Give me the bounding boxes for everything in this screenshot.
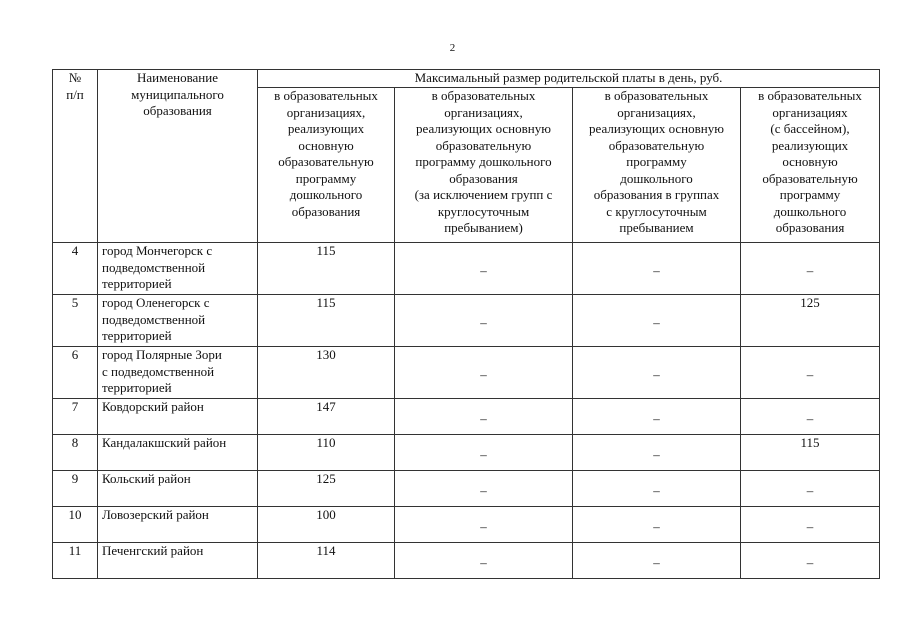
fee-value: 125 [258,471,395,507]
fee-value: – [741,399,880,435]
row-number: 8 [53,435,98,471]
row-number: 6 [53,347,98,399]
row-number: 7 [53,399,98,435]
row-number: 10 [53,507,98,543]
fee-value: – [395,543,573,579]
fee-value: – [741,243,880,295]
row-number: 5 [53,295,98,347]
table-row [53,507,880,543]
fee-value: 114 [258,543,395,579]
fee-value: 115 [258,295,395,347]
fee-value: 110 [258,435,395,471]
table-row [53,295,880,347]
fee-value: 147 [258,399,395,435]
table-row [53,347,880,399]
header-row-1 [53,70,880,88]
fee-value: – [573,471,741,507]
header-col-3: в образовательных организациях, реализующих основную образовательную программу дошкольного образования в группах с круглосуточным пребыванием [573,88,741,243]
fee-value: – [573,295,741,347]
fee-value: – [741,471,880,507]
row-number: 4 [53,243,98,295]
fee-value: – [573,507,741,543]
table-row [53,471,880,507]
fee-value: 130 [258,347,395,399]
municipality-name: Кольский район [98,471,258,507]
fee-value: – [395,295,573,347]
fee-value: – [573,435,741,471]
table-row [53,399,880,435]
fee-value: 100 [258,507,395,543]
header-col-2: в образовательных организациях, реализующих основную образовательную программу дошкольного образования (за исключением групп с круглосуточным пребыванием) [395,88,573,243]
municipality-name: город Полярные Зори с подведомственной территорией [98,347,258,399]
header-col-1: в образовательных организациях, реализующих основную образовательную программу дошкольного образования [258,88,395,243]
fee-value: – [395,471,573,507]
municipality-name: Ловозерский район [98,507,258,543]
header-col-4: в образовательных организациях (с бассейном), реализующих основную образовательную программу дошкольного образования [741,88,880,243]
row-number: 9 [53,471,98,507]
header-num: № п/п [53,70,98,243]
fee-value: – [573,243,741,295]
page-number: 2 [449,42,456,54]
municipality-name: Ковдорский район [98,399,258,435]
parental-fee-table [52,69,880,579]
fee-value: – [395,399,573,435]
table-row [53,243,880,295]
fee-value: – [395,435,573,471]
row-number: 11 [53,543,98,579]
table-row [53,435,880,471]
fee-value: – [395,243,573,295]
municipality-name: Печенгский район [98,543,258,579]
municipality-name: город Мончегорск с подведомственной территорией [98,243,258,295]
municipality-name: город Оленегорск с подведомственной территорией [98,295,258,347]
header-name: Наименование муниципального образования [98,70,258,243]
fee-value: – [573,543,741,579]
header-max-fee: Максимальный размер родительской платы в день, руб. [258,70,880,88]
fee-value: – [395,507,573,543]
fee-value: 125 [741,295,880,347]
fee-value: – [741,543,880,579]
fee-value: – [741,507,880,543]
fee-value: – [395,347,573,399]
table-row [53,543,880,579]
municipality-name: Кандалакшский район [98,435,258,471]
fee-value: – [573,347,741,399]
fee-value: – [573,399,741,435]
fee-value: – [741,347,880,399]
fee-value: 115 [258,243,395,295]
fee-value: 115 [741,435,880,471]
